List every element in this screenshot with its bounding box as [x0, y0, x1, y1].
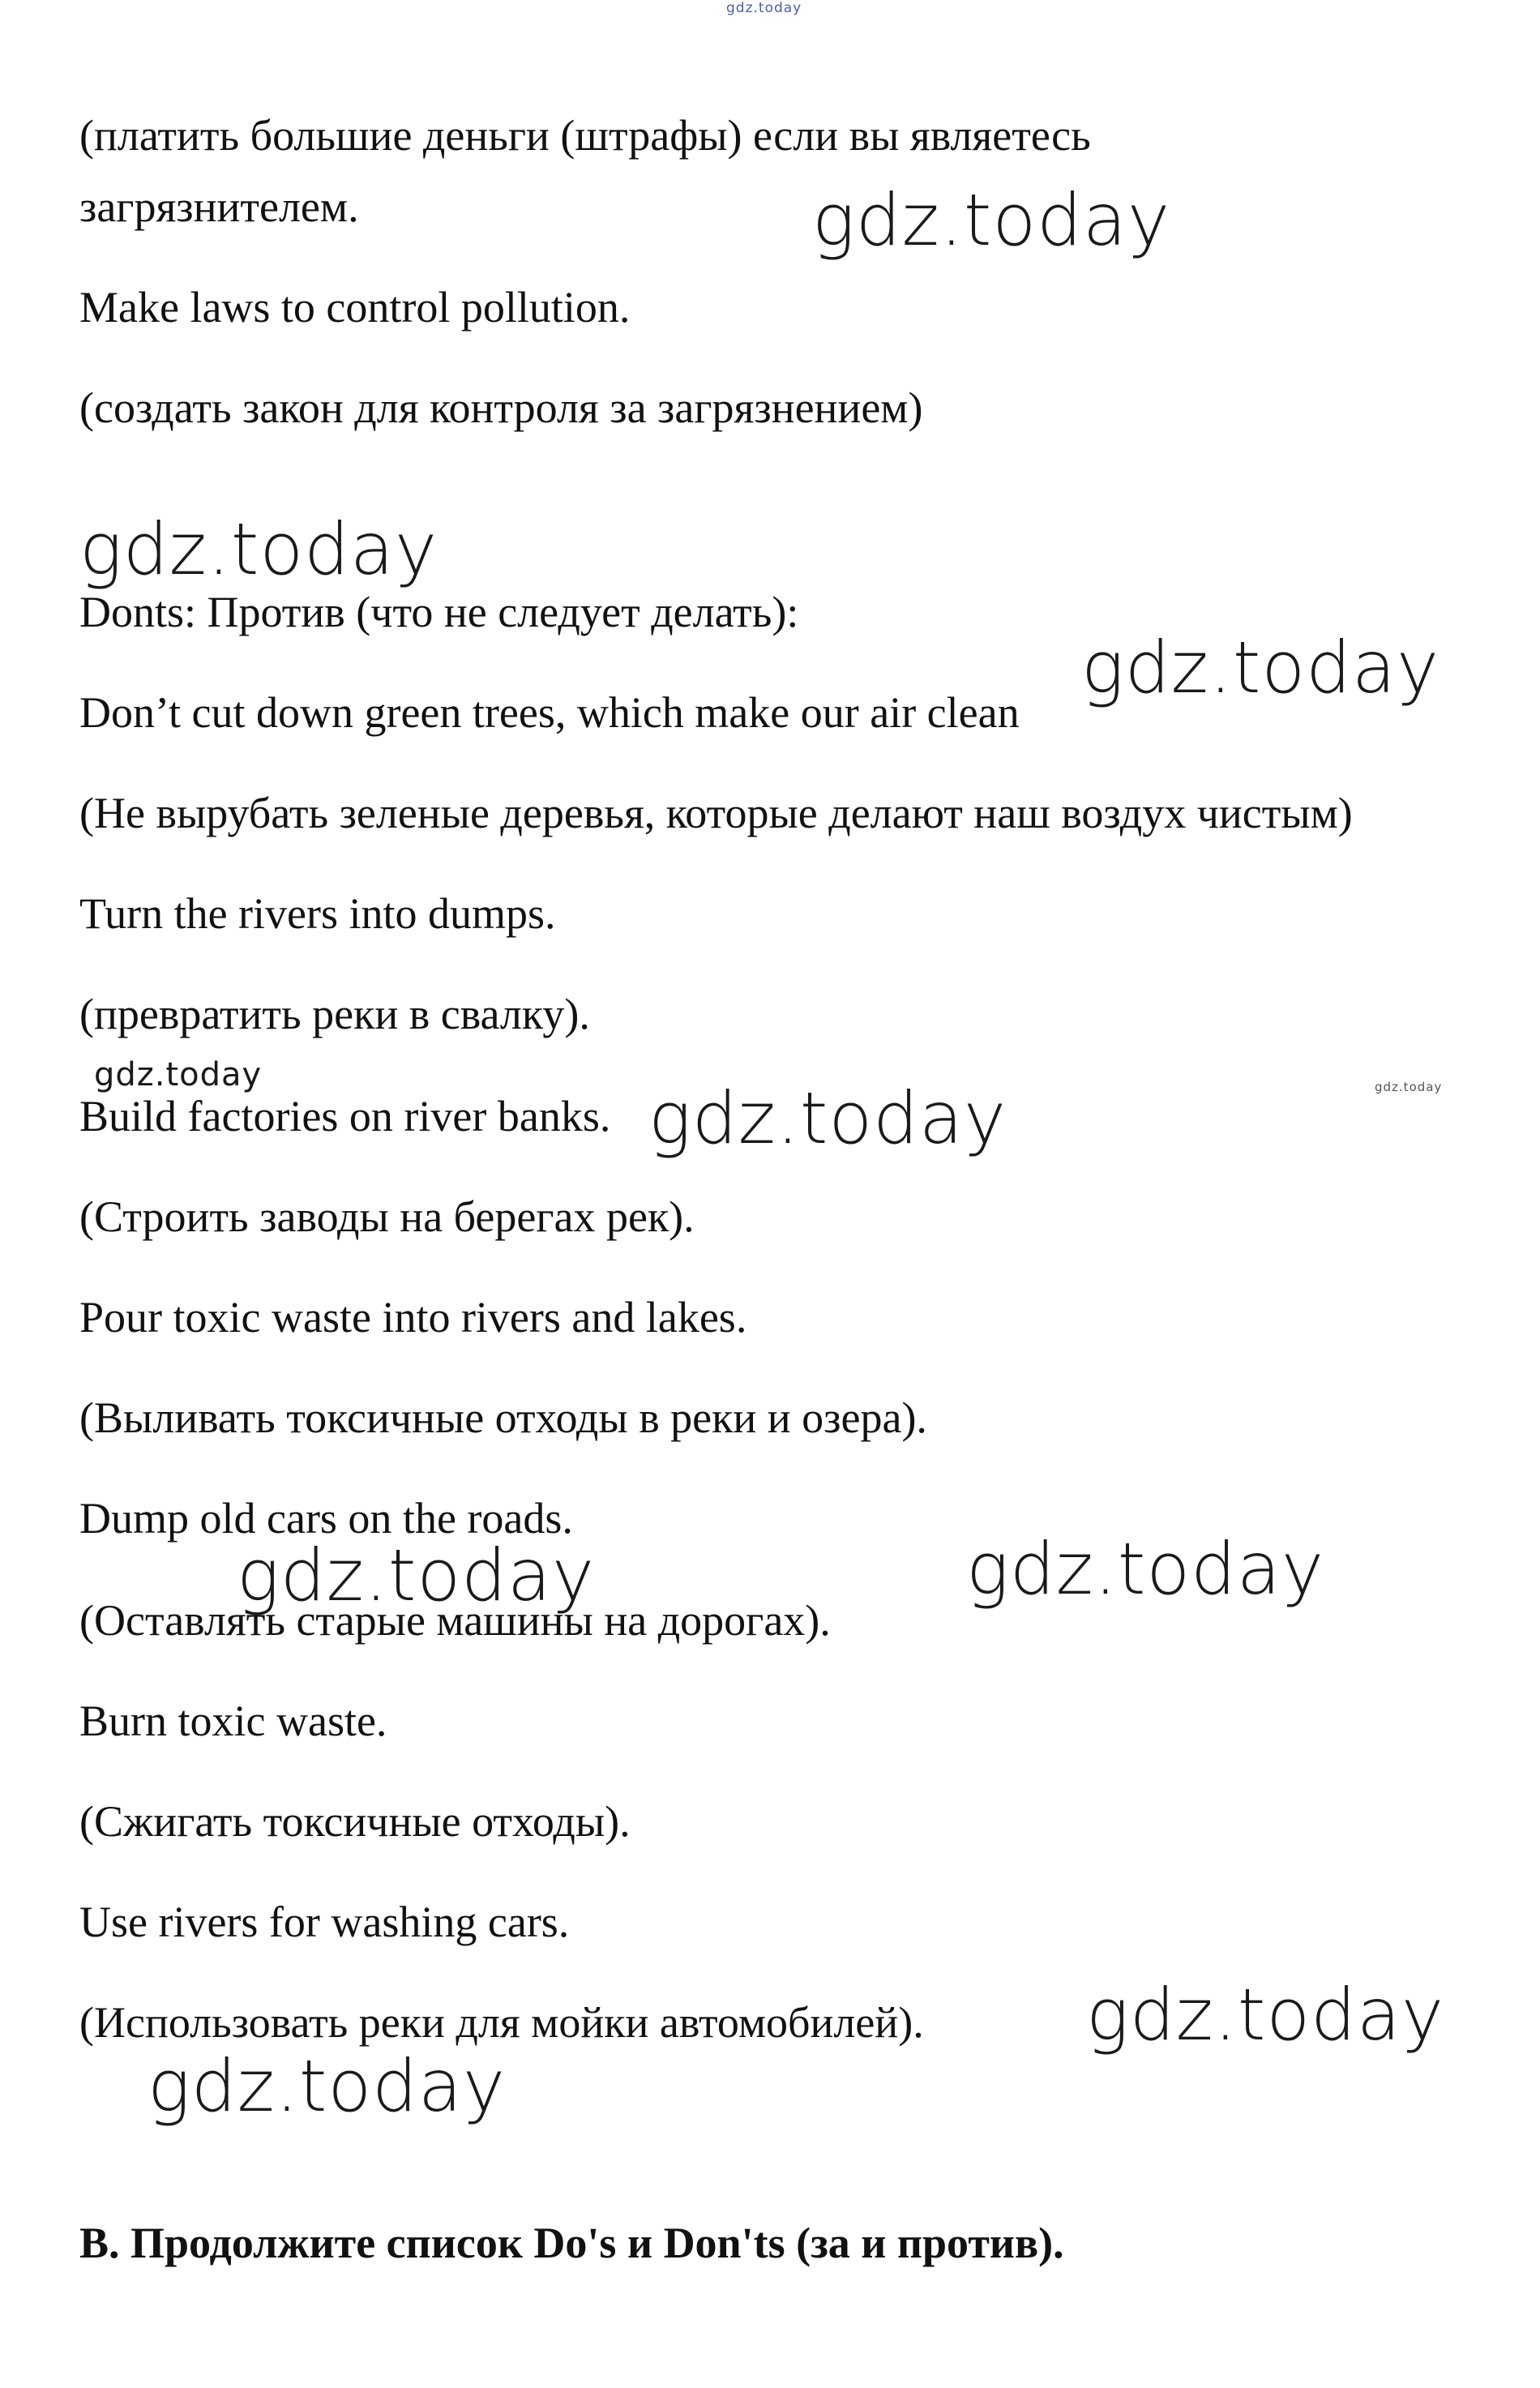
- text-line-13: (Выливать токсичные отходы в реки и озера).: [79, 1393, 927, 1442]
- watermark: gdz.today: [1086, 1973, 1445, 2056]
- text-line-6: Don’t cut down green trees, which make our air clean: [79, 688, 1020, 737]
- text-line-15: (Оставлять старые машины на дорогах).: [79, 1596, 831, 1645]
- watermark: gdz.today: [148, 2044, 507, 2128]
- text-line-18: Use rivers for washing cars.: [79, 1898, 570, 1946]
- text-line-4: (создать закон для контроля за загрязнением): [79, 383, 923, 432]
- watermark-top: gdz.today: [726, 0, 802, 16]
- text-line-14: Dump old cars on the roads.: [79, 1494, 573, 1543]
- watermark: gdz.today: [79, 507, 438, 591]
- text-line-17: (Сжигать токсичные отходы).: [79, 1797, 631, 1846]
- text-line-1: (платить большие деньги (штрафы) если вы являетесь: [79, 111, 1091, 160]
- watermark-small: gdz.today: [1375, 1080, 1443, 1094]
- watermark: gdz.today: [94, 1056, 263, 1093]
- text-line-12: Pour toxic waste into rivers and lakes.: [79, 1293, 747, 1342]
- text-line-8: Turn the rivers into dumps.: [79, 889, 556, 938]
- watermark: gdz.today: [966, 1527, 1325, 1611]
- text-line-7: (Не вырубать зеленые деревья, которые делают наш воздух чистым): [79, 789, 1353, 837]
- text-line-2: загрязнителем.: [79, 182, 359, 231]
- text-line-10: Build factories on river banks.: [79, 1092, 611, 1141]
- watermark: gdz.today: [648, 1076, 1007, 1160]
- watermark: gdz.today: [1081, 626, 1440, 709]
- section-heading: B. Продолжите список Do's и Don'ts (за и против).: [79, 2219, 1064, 2267]
- watermark: gdz.today: [237, 1534, 596, 1617]
- text-line-16: Burn toxic waste.: [79, 1697, 387, 1745]
- text-line-3: Make laws to control pollution.: [79, 283, 631, 332]
- text-line-11: (Строить заводы на берегах рек).: [79, 1192, 695, 1241]
- text-line-9: (превратить реки в свалку).: [79, 990, 590, 1038]
- watermark: gdz.today: [812, 178, 1171, 262]
- text-line-5: Donts: Против (что не следует делать):: [79, 588, 799, 636]
- text-line-19: (Использовать реки для мойки автомобилей).: [79, 1998, 924, 2047]
